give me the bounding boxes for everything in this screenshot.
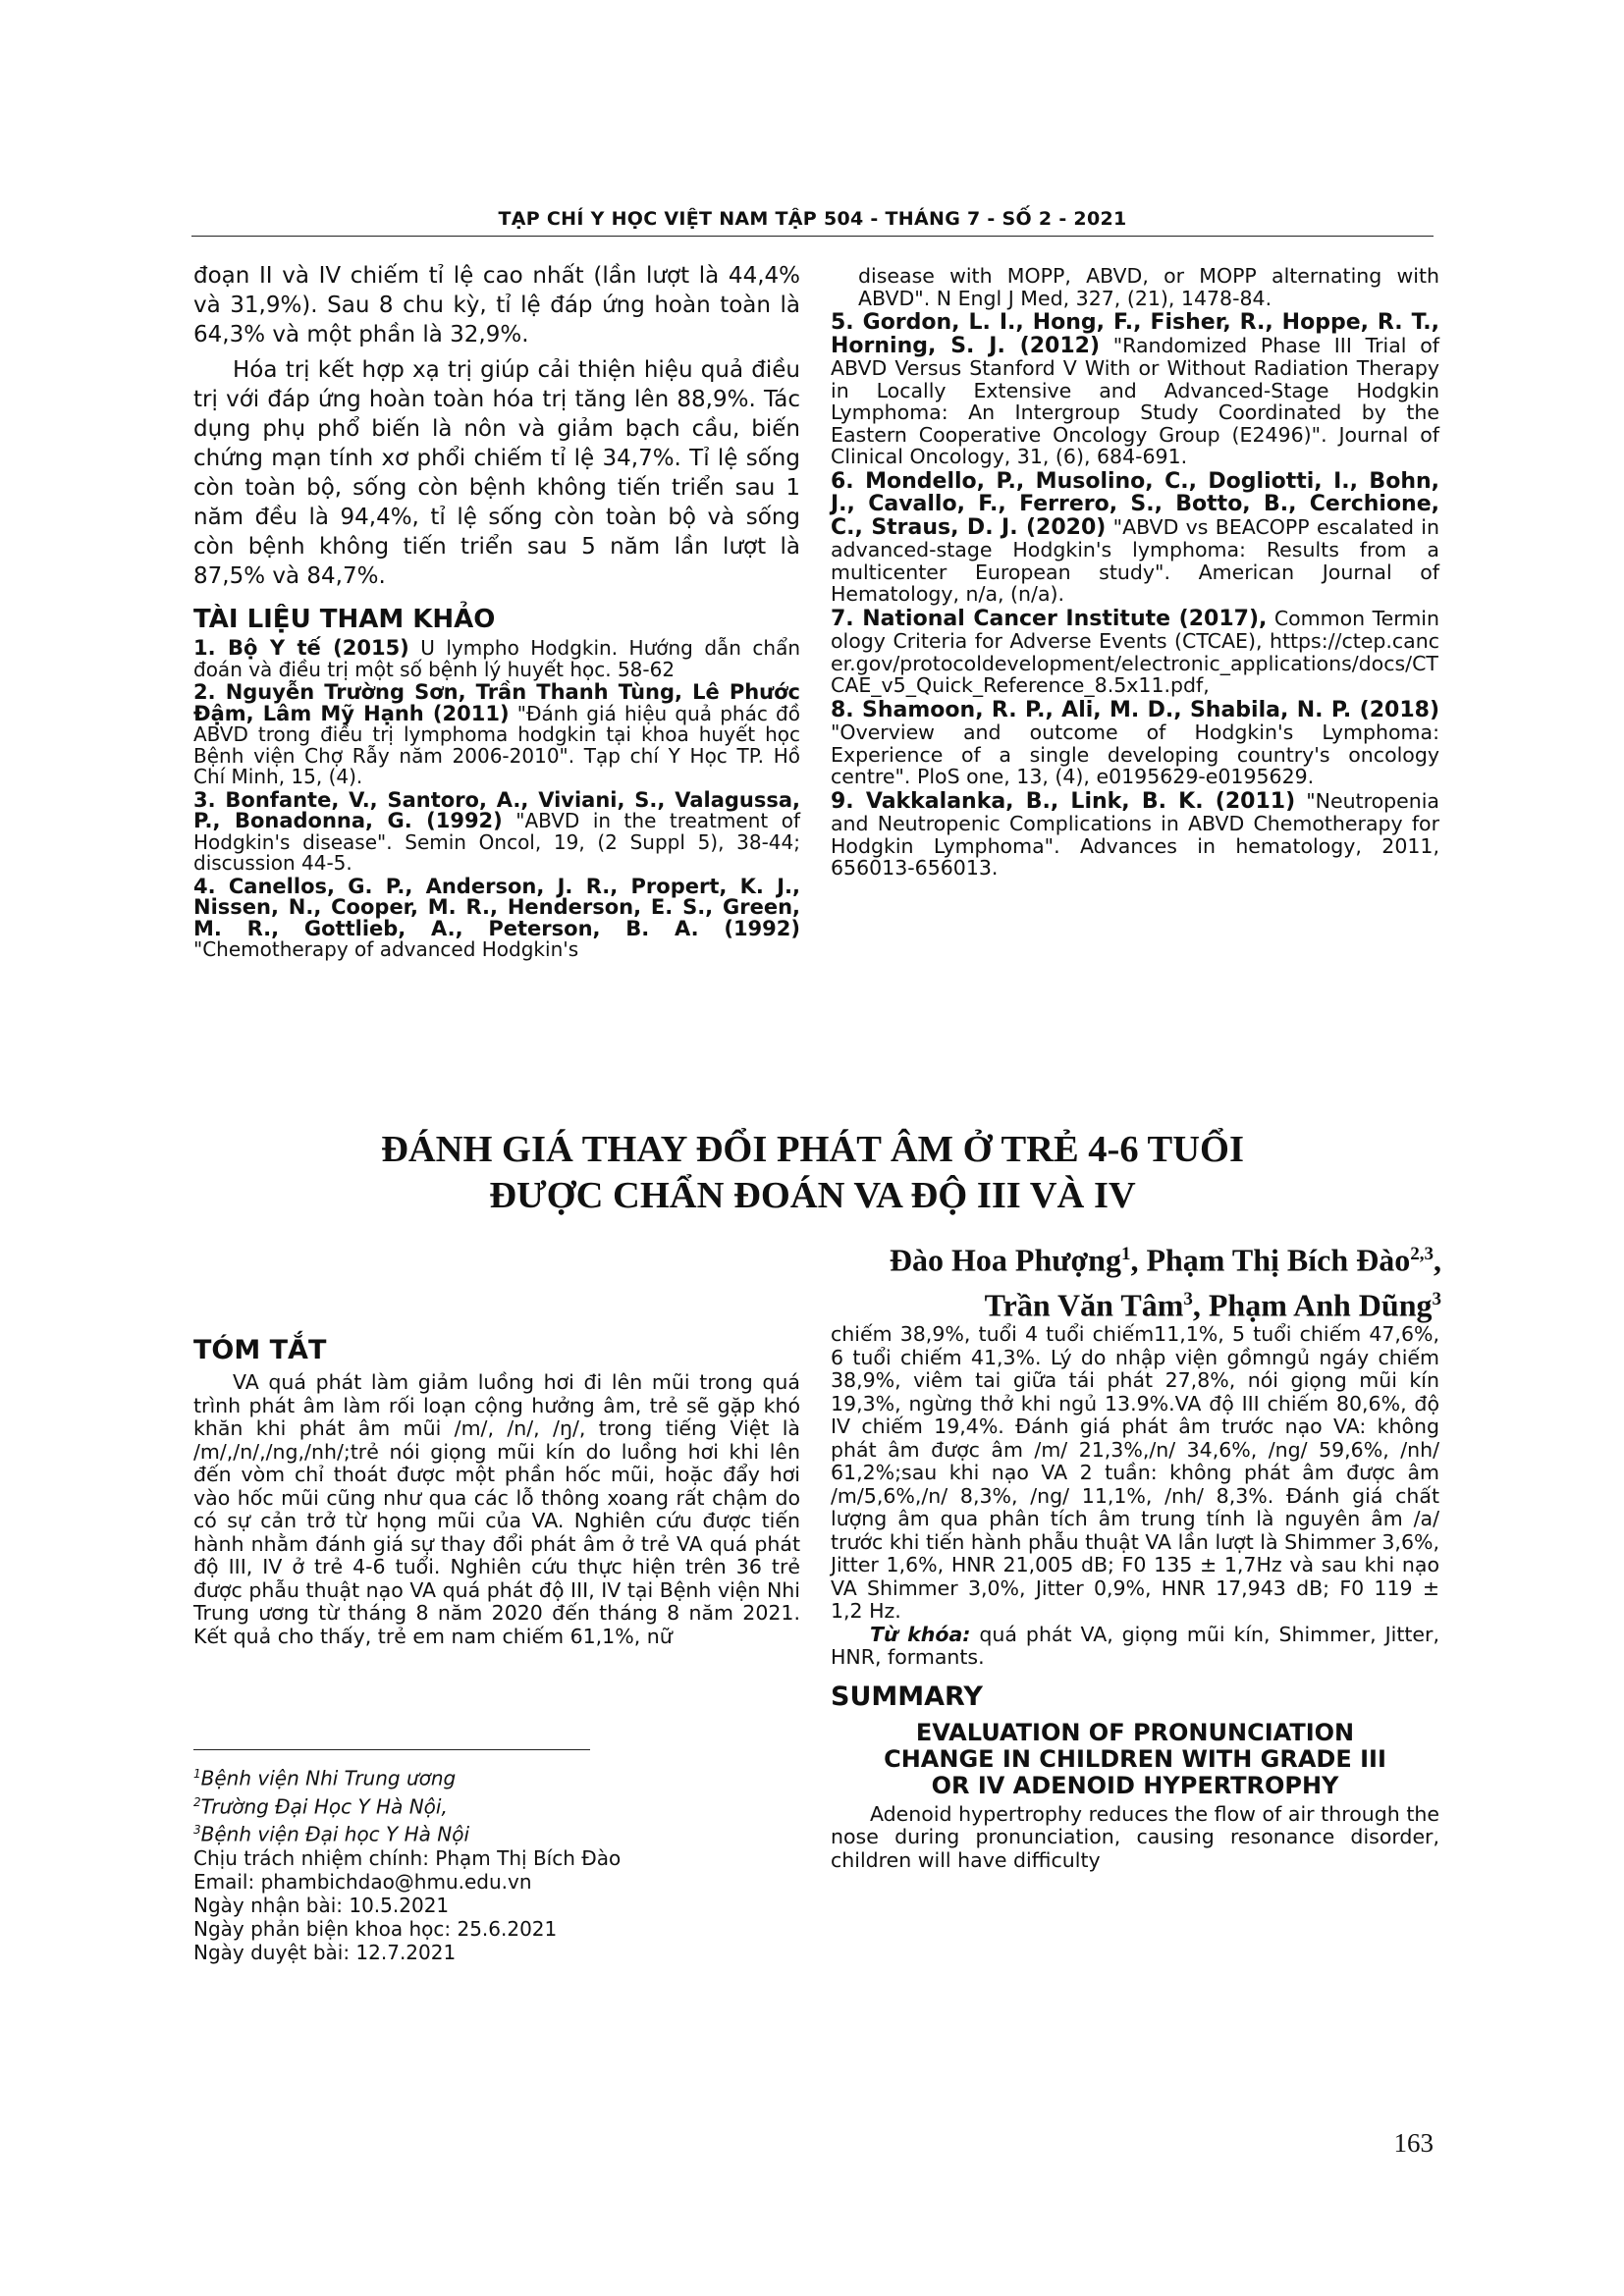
article-title-line: ĐƯỢC CHẨN ĐOÁN VA ĐỘ III VÀ IV [489, 1175, 1136, 1216]
authors: Đào Hoa Phượng$^1$, Phạm Thị Bích Đào$^{2,3}$, Trần Văn Tâm$^3$, Phạm Anh Dũng$^3$ [889, 1242, 1441, 1323]
running-header: TẠP CHÍ Y HỌC VIỆT NAM TẬP 504 - THÁNG 7 - SỐ 2 - 2021 [498, 208, 1127, 230]
footnotes [193, 1762, 800, 1964]
references-heading: TÀI LIỆU THAM KHẢO [193, 605, 496, 634]
summary-heading: SUMMARY [831, 1681, 983, 1712]
affiliation-footnote: $^3$Bệnh viện Đại học Y Hà Nội [193, 1822, 470, 1846]
article-title-line: ĐÁNH GIÁ THAY ĐỔI PHÁT ÂM Ở TRẺ 4-6 TUỔI [381, 1129, 1244, 1170]
left-column-top [193, 261, 800, 963]
summary-text: Adenoid hypertrophy reduces the flow of air through the nose during pronunciation, causing resonance disorder, children will have difficulty [831, 1801, 1439, 1872]
abstract-heading: TÓM TẮT [193, 1335, 327, 1365]
reference-item: 5. Gordon, L. I., Hong, F., Fisher, R., Hoppe, R. T., Horning, S. J. (2012) "Randomized Phase III Trial of ABVD Versus Stanford V With or Without Radiation Therapy in Locally Extensive and Advanced-Stage Hodgkin Lymphoma: An Intergroup Study Coordinated by the Eastern Cooperative Oncology Group (E2496)". Journal of Clinical Oncology, 31, (6), 684-691. [831, 310, 1439, 468]
page-number: 163 [1393, 2128, 1434, 2158]
reference-item: 4. Canellos, G. P., Anderson, J. R., Propert, K. J., Nissen, N., Cooper, M. R., Henderson, E. S., Green, M. R., Gottlieb, A., Peterson, B. A. (1992) "Chemotherapy of advanced Hodgkin's [193, 874, 800, 961]
abstract-text: chiếm 38,9%, tuổi 4 tuổi chiếm11,1%, 5 tuổi chiếm 47,6%, 6 tuổi chiếm 41,3%. Lý do nhập viện gồmngủ ngáy chiếm 38,9%, viêm tai giữa tái phát 27,8%, nói giọng mũi kín 19,3%, ngừng thở khi ngủ 13.9%.VA độ III chiếm 80,6%, độ IV chiếm 19,4%. Đánh giá phát âm trước nạo VA: không phát âm được âm /m/ 21,3%,/n/ 34,6%, /ng/ 59,6%, /nh/ 61,2%;sau khi nạo VA 2 tuần: không phát âm được âm /m/5,6%,/n/ 8,3%, /ng/ 11,1%, /nh/ 8,3%. Đánh giá chất lượng âm qua phân tích âm trung tính là nguyên âm /a/ trước khi tiến hành phẫu thuật VA lần lượt là Shimmer 3,6%, Jitter 1,6%, HNR 21,005 dB; F0 135 ± 1,7Hz và sau khi nạo VA Shimmer 3,0%, Jitter 0,9%, HNR 17,943 dB; F0 119 ± 1,2 Hz. [831, 1322, 1439, 1623]
body-paragraph: Hóa trị kết hợp xạ trị giúp cải thiện hiệu quả điều trị với đáp ứng hoàn toàn hóa trị tăng lên 88,9%. Tác dụng phụ phổ biến là nôn và giảm bạch cầu, biến chứng mạn tính xơ phổi chiếm tỉ lệ 34,7%. Tỉ lệ sống còn toàn bộ, sống còn bệnh không tiến triển sau 1 năm đều là 94,4%, tỉ lệ sống còn toàn bộ và sống còn bệnh không tiến triển sau 5 năm lần lượt là 87,5% và 84,7%. [193, 357, 800, 589]
abstract-right-column [831, 1323, 1439, 1872]
reference-item: 9. Vakkalanka, B., Link, B. K. (2011) "Neutropenia and Neutropenic Complications in ABVD Chemotherapy for Hodgkin Lymphoma". Advances in hematology, 2011, 656013-656013. [831, 788, 1439, 880]
author-name: Phạm Anh Dũng [1208, 1287, 1433, 1323]
accepted-date: Ngày duyệt bài: 12.7.2021 [193, 1940, 457, 1964]
affiliation-footnote: $^2$Trường Đại Học Y Hà Nội, [193, 1794, 448, 1819]
review-date: Ngày phản biện khoa học: 25.6.2021 [193, 1916, 558, 1941]
email: Email: phambichdao@hmu.edu.vn [193, 1869, 532, 1894]
reference-item: 8. Shamoon, R. P., Ali, M. D., Shabila, N. P. (2018) "Overview and outcome of Hodgkin's Lymphoma: Experience of a single developing country's oncology centre". PloS one, 13, (4), e0195629-e0195629. [831, 697, 1439, 788]
english-title: EVALUATION OF PRONUNCIATION CHANGE IN CHILDREN WITH GRADE III OR IV ADENOID HYPERTROPHY [884, 1718, 1386, 1799]
reference-item: 2. Nguyễn Trường Sơn, Trần Thanh Tùng, Lê Phước Đậm, Lâm Mỹ Hạnh (2011) "Đánh giá hiệu quả phác đồ ABVD trong điều trị lymphoma hodgkin tại khoa huyết học Bệnh viện Chợ Rẫy năm 2006-2010". Tạp chí Y Học TP. Hồ Chí Minh, 15, (4). [193, 680, 800, 788]
body-paragraph: đoạn II và IV chiếm tỉ lệ cao nhất (lần lượt là 44,4% và 31,9%). Sau 8 chu kỳ, tỉ lệ đáp ứng hoàn toàn là 64,3% và một phần là 32,9%. [193, 263, 800, 347]
reference-item: 6. Mondello, P., Musolino, C., Dogliotti, I., Bohn, J., Cavallo, F., Ferrero, S., Botto, B., Cerchione, C., Straus, D. J. (2020) "ABVD vs BEACOPP escalated in advanced-stage Hodgkin's lymphoma: Results from a multicenter European study". American Journal of Hematology, n/a, (n/a). [831, 468, 1439, 606]
reference-continuation: disease with MOPP, ABVD, or MOPP alternating with ABVD". N Engl J Med, 327, (21), 1478-84. [858, 264, 1439, 310]
author-name: Phạm Thị Bích Đào [1146, 1242, 1411, 1278]
right-column-top [831, 265, 1439, 881]
received-date: Ngày nhận bài: 10.5.2021 [193, 1893, 450, 1917]
keywords: Từ khóa: quá phát VA, giọng mũi kín, Shimmer, Jitter, HNR, formants. [831, 1622, 1439, 1669]
author-name: Đào Hoa Phượng [889, 1242, 1121, 1278]
author-name: Trần Văn Tâm [984, 1287, 1184, 1323]
reference-item: 7. National Cancer Institute (2017), Common Terminology Criteria for Adverse Events (CTCAE), https://ctep.cancer.gov/protocoldevelopment/electronic_applications/docs/CTCAE_v5_Quick_Reference_8.5x11.pdf, [831, 606, 1439, 697]
affiliation-footnote: $^1$Bệnh viện Nhi Trung ương [193, 1766, 457, 1790]
abstract-text: VA quá phát làm giảm luồng hơi đi lên mũi trong quá trình phát âm làm rối loạn cộng hưởng âm, trẻ sẽ gặp khó khăn khi phát âm mũi /m/, /n/, /ŋ/, trong tiếng Việt là /m/,/n/,/ng,/nh/;trẻ nói giọng mũi kín do luồng hơi khi lên đến vòm chỉ thoát được một phần hốc mũi, hoặc đẩy hơi vào hốc mũi cũng như qua các lỗ thông xoang rất chậm do có sự cản trở từ họng mũi của VA. Nghiên cứu được tiến hành nhằm đánh giá sự thay đổi phát âm ở trẻ VA quá phát độ III, IV ở trẻ 4-6 tuổi. Nghiên cứu thực hiện trên 36 trẻ được phẫu thuật nạo VA quá phát độ III, IV tại Bệnh viện Nhi Trung ương từ tháng 8 năm 2020 đến tháng 8 năm 2021. Kết quả cho thấy, trẻ em nam chiếm 61,1%, nữ [193, 1370, 800, 1648]
reference-item: 1. Bộ Y tế (2015) U lympho Hodgkin. Hướng dẫn chẩn đoán và điều trị một số bệnh lý huyết học. 58-62 [193, 636, 800, 681]
corresponding-author: Chịu trách nhiệm chính: Phạm Thị Bích Đào [193, 1845, 622, 1870]
header-rule [191, 236, 1434, 237]
reference-item: 3. Bonfante, V., Santoro, A., Viviani, S., Valagussa, P., Bonadonna, G. (1992) "ABVD in the treatment of Hodgkin's disease". Semin Oncol, 19, (2 Suppl 5), 38-44; discussion 44-5. [193, 787, 800, 875]
article-title [191, 1127, 1434, 1219]
abstract-left-column [193, 1335, 800, 1648]
footnote-rule [193, 1749, 590, 1750]
